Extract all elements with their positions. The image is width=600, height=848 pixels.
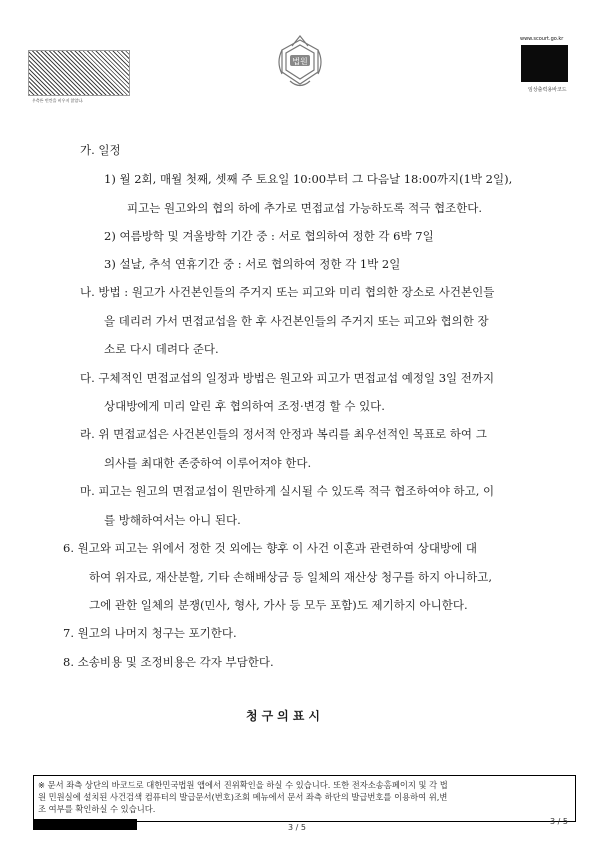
ga-item-3: 3) 설날, 추석 연휴기간 중 : 서로 협의하여 정한 각 1박 2일: [104, 257, 401, 271]
document-barcode: [28, 50, 130, 96]
na-line2: 을 데리러 가서 면접교섭을 한 후 사건본인들의 주거지 또는 피고와 협의한 장: [104, 314, 489, 328]
item6-line2: 하여 위자료, 재산분할, 기타 손해배상금 등 일체의 재산상 청구를 하지 아니하고,: [89, 570, 493, 584]
ma-line2: 를 방해하여서는 아니 된다.: [104, 513, 241, 527]
ga-item-1-line1: 1) 월 2회, 매월 첫째, 셋째 주 토요일 10:00부터 그 다음날 18:00까지(1박 2일),: [104, 172, 513, 186]
item6-line1: 6. 원고와 피고는 위에서 정한 것 외에는 향후 이 사건 이혼과 관련하여 상대방에 대: [63, 541, 477, 555]
emblem-label: 법원: [292, 57, 308, 66]
da-line1: 다. 구체적인 면접교섭의 일정과 방법은 원고와 피고가 면접교섭 예정일 3일 전까지: [80, 371, 495, 385]
authenticity-notice: [33, 775, 576, 822]
qr-caption: 임상출력용바코드: [528, 87, 567, 93]
item6-line3: 그에 관한 일체의 분쟁(민사, 형사, 가사 등 모두 포함)도 제기하지 아니한다.: [89, 598, 468, 612]
qr-url: www.scourt.go.kr: [520, 36, 564, 42]
ga-item-2: 2) 여름방학 및 겨울방학 기간 중 : 서로 협의하여 정한 각 6박 7일: [104, 229, 434, 243]
page-number-center: 3 / 5: [288, 823, 306, 832]
ga-title: 가. 일정: [80, 143, 121, 157]
na-line1: 나. 방법 : 원고가 사건본인들의 주거지 또는 피고와 미리 협의한 장소로 사건본인들: [80, 285, 495, 299]
na-line3: 소로 다시 데려다 준다.: [104, 342, 219, 356]
ma-line1: 마. 피고는 원고의 면접교섭이 원만하게 실시될 수 있도록 적극 협조하여야 하고, 이: [80, 484, 495, 498]
ra-line2: 의사를 최대한 존중하여 이루어져야 한다.: [104, 456, 312, 470]
ga-item-1-line2: 피고는 원고와의 협의 하에 추가로 면접교섭 가능하도록 적극 협조한다.: [127, 201, 483, 215]
notice-line1: ※ 문서 좌측 상단의 바코드로 대한민국법원 앱에서 진위확인을 하실 수 있습니다. 또한 전자소송홈페이지 및 각 법: [38, 780, 448, 790]
notice-line3: 조 여부를 확인하실 수 있습니다.: [38, 804, 156, 814]
section-title: 청구의표시: [246, 709, 324, 723]
court-emblem-icon: [272, 34, 328, 92]
item8: 8. 소송비용 및 조정비용은 각자 부담한다.: [63, 655, 274, 669]
item7: 7. 원고의 나머지 청구는 포기한다.: [63, 626, 237, 640]
da-line2: 상대방에게 미리 알린 후 협의하여 조정·변경 할 수 있다.: [104, 399, 385, 413]
ra-line1: 라. 위 면접교섭은 사건본인들의 정서적 안정과 복리를 최우선적인 목표로 하여 그: [80, 427, 487, 441]
notice-line2: 원 민원실에 설치된 사건검색 컴퓨터의 발급문서(번호)조회 메뉴에서 문서 좌측 하단의 발급번호를 이용하여 위,변: [38, 792, 448, 802]
redacted-issue-number: [33, 819, 137, 830]
page-number-right: 3 / 5: [550, 817, 568, 826]
barcode-caption: 우측뜬 빈칸을 비우지 않았나.: [32, 98, 84, 103]
qr-code: [521, 45, 568, 82]
